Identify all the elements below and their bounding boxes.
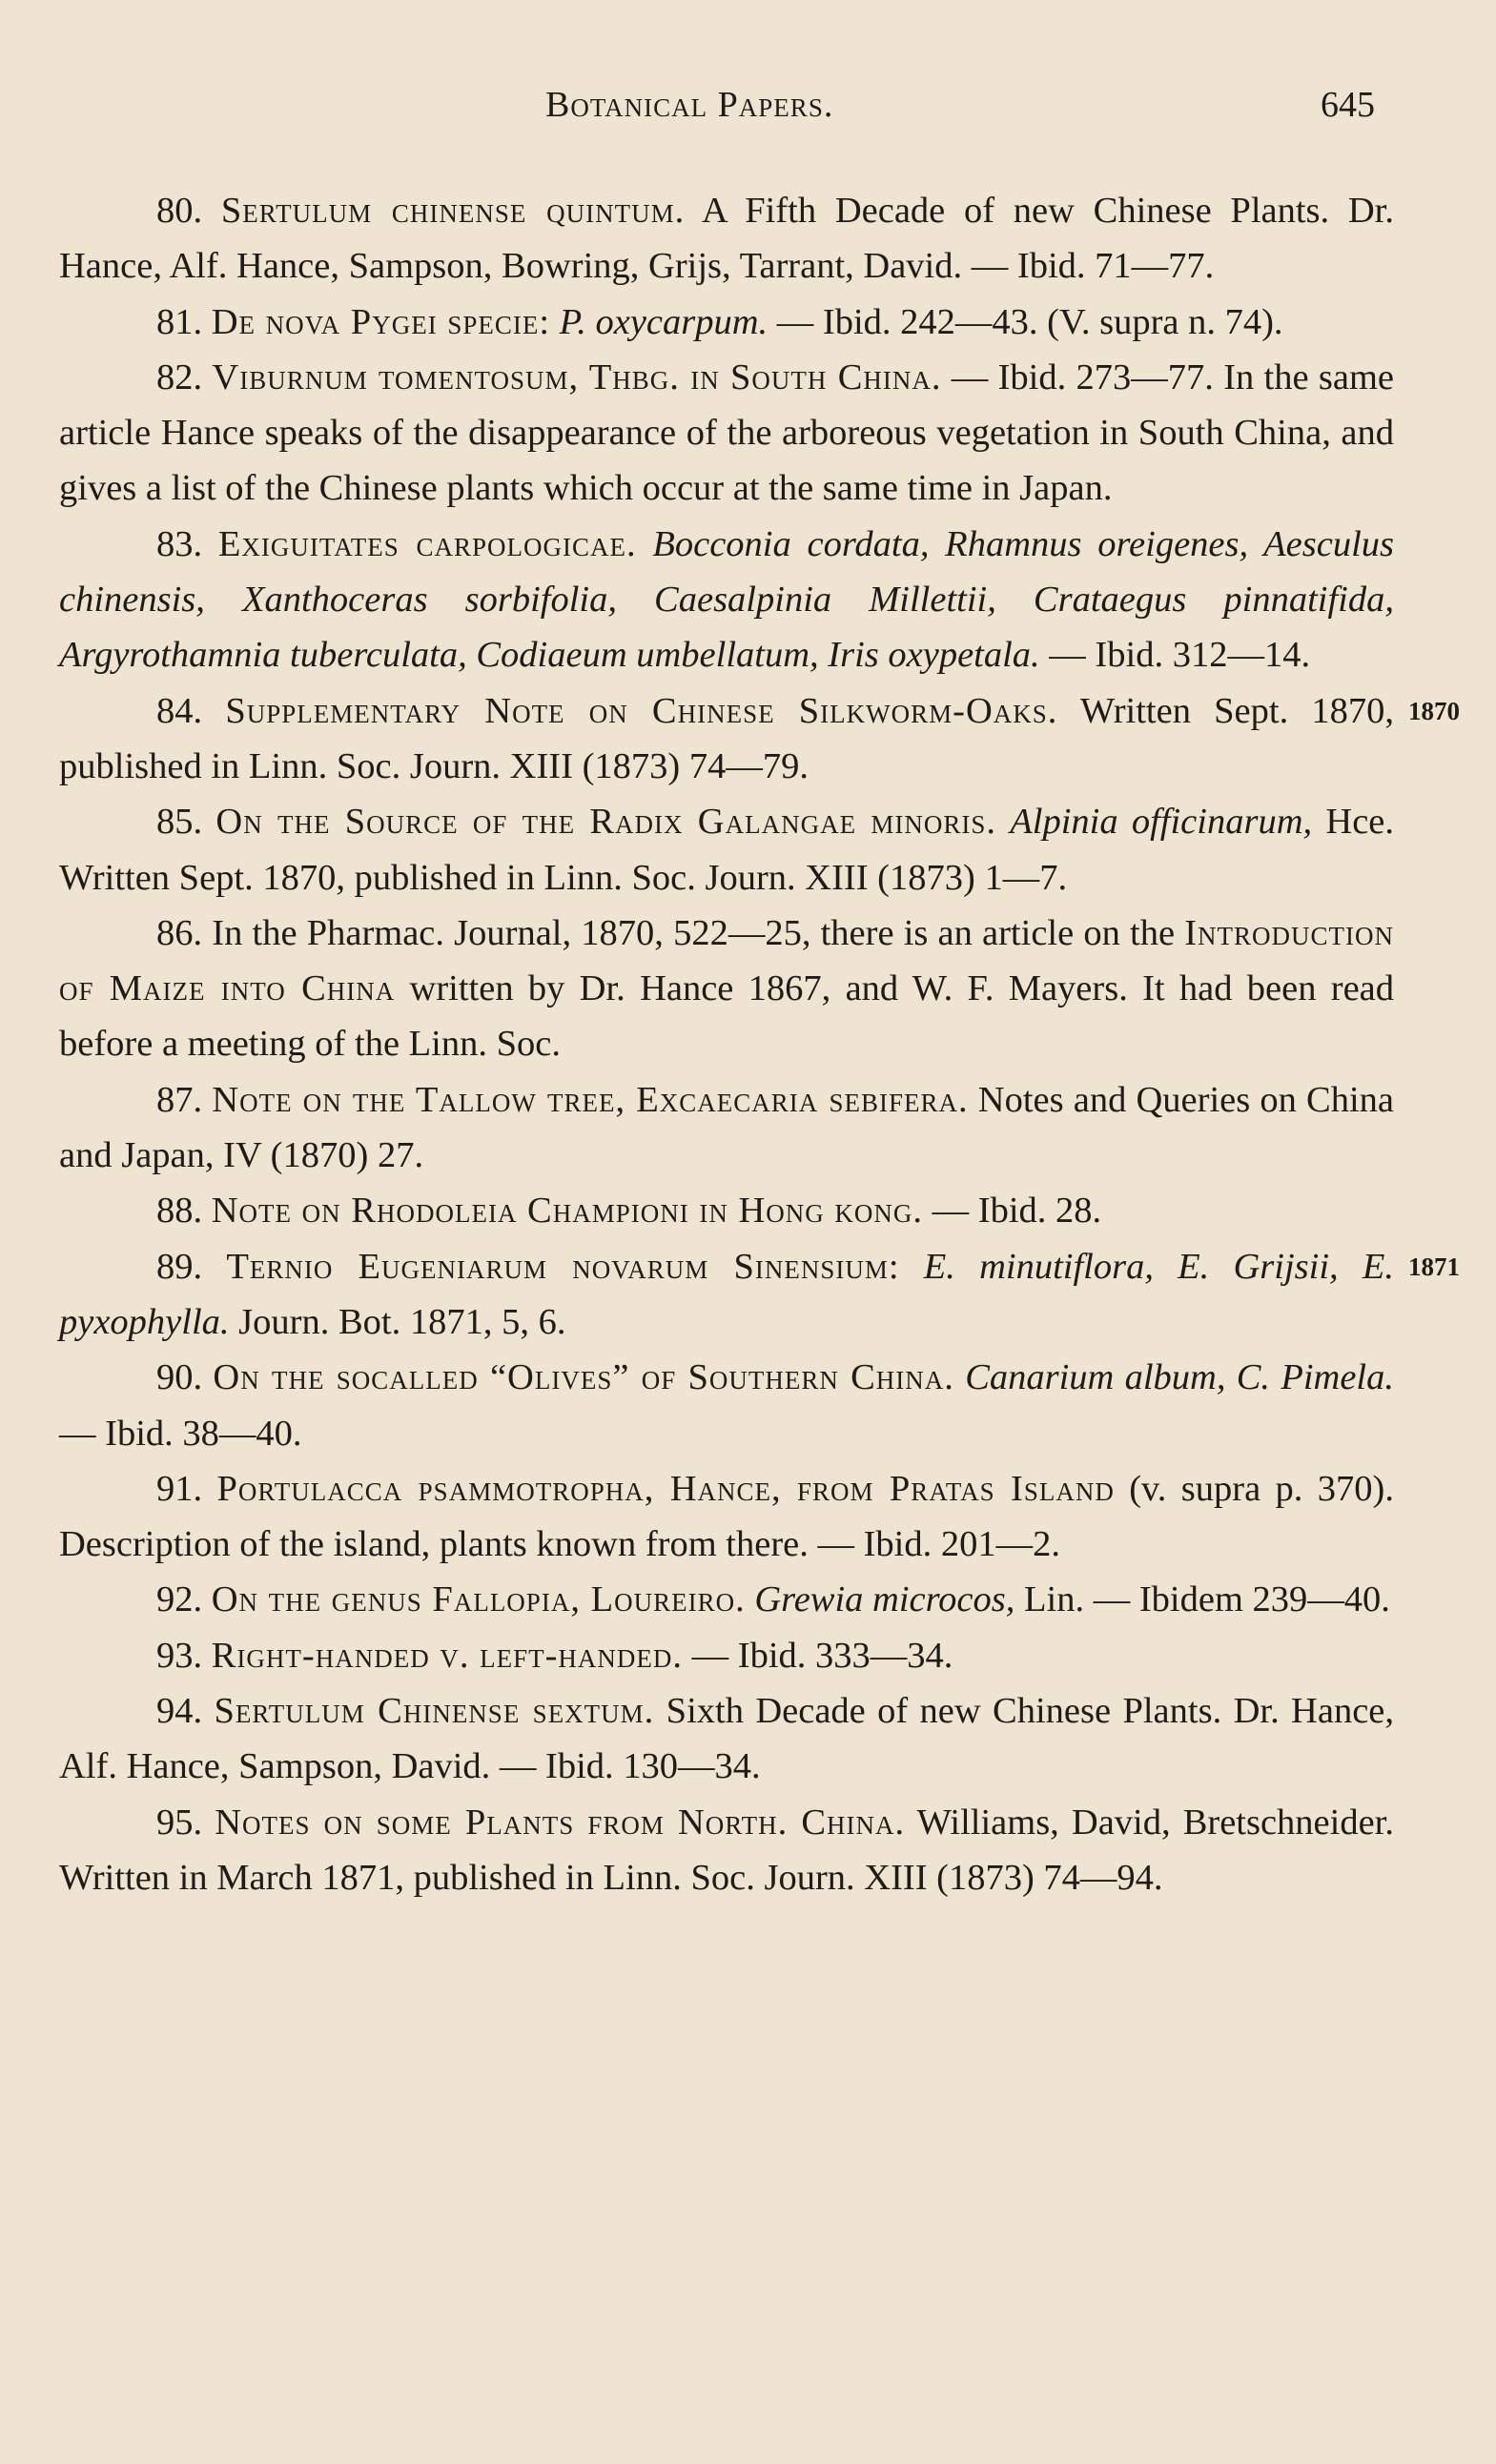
species-name: Canarium album, C. Pimela. xyxy=(965,1357,1394,1398)
entry-80 xyxy=(59,183,1394,295)
entry-title: Note on the Tallow tree, Excaecaria sebifera. xyxy=(212,1079,969,1120)
margin-year-note: 1871 xyxy=(1408,1252,1460,1281)
entry-text: Journ. Bot. 1871, 5, 6. xyxy=(229,1301,566,1342)
entry-text: Written Sept. 1870, published in Linn. Soc. Journ. XIII (1873) 74—79. xyxy=(59,690,1395,786)
entry-81 xyxy=(59,295,1394,350)
entry-86 xyxy=(59,906,1394,1072)
entry-88 xyxy=(59,1183,1394,1238)
entry-number: 82. xyxy=(156,356,203,397)
entry-text: — Ibid. 312—14. xyxy=(1039,635,1311,676)
entry-text: — Ibid. 333—34. xyxy=(683,1635,953,1676)
entry-text: written by Dr. Hance 1867, and W. F. Mayers. It had been read before a meeting of the Linn. Soc. xyxy=(59,968,1394,1065)
entry-number: 91. xyxy=(156,1468,203,1509)
entry-number: 93. xyxy=(156,1635,203,1676)
entry-title: On the socalled “Olives” of Southern China. xyxy=(213,1357,954,1398)
species-name: Bocconia cordata, Rhamnus oreigenes, Aesculus chinensis, Xanthoceras sorbifolia, Caesalpinia Millettii, Crataegus pinnatifida, Argyrothamnia tuberculata, Codiaeum umbellatum, Iris oxypetala. xyxy=(59,523,1394,676)
page-header xyxy=(0,84,1496,141)
entry-94 xyxy=(59,1683,1394,1795)
entry-91 xyxy=(59,1461,1394,1573)
entry-title: Note on Rhodoleia Championi in Hong kong. xyxy=(211,1191,924,1232)
entry-text: A Fifth Decade of new Chinese Plants. Dr. Hance, Alf. Hance, Sampson, Bowring, Grijs, Tarrant, David. — Ibid. 71—77. xyxy=(59,191,1395,287)
entry-title: Sertulum Chinense sextum. xyxy=(214,1691,655,1732)
entry-93 xyxy=(59,1628,1394,1683)
entry-text: (v. supra p. 370). Description of the island, plants known from there. — Ibid. 201—2. xyxy=(59,1468,1394,1565)
entry-number: 95. xyxy=(156,1802,203,1843)
entry-title: On the Source of the Radix Galangae minoris. xyxy=(215,802,996,843)
species-name: E. minutiflora, E. Grijsii, E. pyxophylla. xyxy=(59,1246,1395,1342)
entry-number: 90. xyxy=(156,1357,203,1398)
entry-number: 83. xyxy=(156,523,203,564)
entry-title: On the genus Fallopia, Loureiro. xyxy=(211,1579,746,1620)
entry-text: Williams, David, Bretschneider. Written in March 1871, published in Linn. Soc. Journ. XIII (1873) 74—94. xyxy=(59,1802,1395,1898)
entry-text: — Ibid. 273—77. In the same article Hance speaks of the disappearance of the arboreous vegetation in South China, and gives a list of the Chinese plants which occur at the same time in Japan. xyxy=(59,356,1394,509)
entry-text: Sixth Decade of new Chinese Plants. Dr. Hance, Alf. Hance, Sampson, David. — Ibid. 130—34. xyxy=(59,1691,1394,1787)
entry-title: Notes on some Plants from North. China. xyxy=(215,1802,906,1843)
entry-90 xyxy=(59,1350,1394,1461)
running-title: Botanical Papers. xyxy=(545,85,834,125)
entry-text: Lin. — Ibidem 239—40. xyxy=(1014,1579,1390,1620)
entry-95 xyxy=(59,1795,1394,1906)
entry-title: Exiguitates carpologicae. xyxy=(217,523,637,564)
entry-89 xyxy=(59,1239,1460,1351)
species-name: P. oxycarpum. xyxy=(559,301,768,342)
entry-lead-text: In the Pharmac. Journal, 1870, 522—25, there is an article on the xyxy=(212,912,1185,953)
entry-number: 92. xyxy=(156,1579,203,1620)
species-name: Grewia microcos, xyxy=(754,1579,1015,1620)
entry-text: Notes and Queries on China and Japan, IV (1870) 27. xyxy=(59,1079,1395,1176)
entry-text: — Ibid. 38—40. xyxy=(59,1413,302,1454)
entry-82 xyxy=(59,350,1394,517)
entry-number: 87. xyxy=(156,1079,203,1120)
entry-title: Sertulum chinense quintum. xyxy=(220,191,686,231)
entry-92 xyxy=(59,1572,1394,1627)
entry-title: Introduction of Maize into China xyxy=(59,912,1394,1009)
entry-title: Viburnum tomentosum, Thbg. in South China. xyxy=(212,356,942,397)
entry-title: Supplementary Note on Chinese Silkworm-Oaks. xyxy=(225,690,1058,731)
entry-title: Right-handed v. left-handed. xyxy=(211,1635,684,1676)
entry-number: 80. xyxy=(156,191,203,231)
entry-number: 85. xyxy=(156,802,203,843)
margin-year-note: 1870 xyxy=(1408,696,1460,725)
page-number: 645 xyxy=(1321,85,1375,125)
entry-85 xyxy=(59,794,1394,906)
entry-84 xyxy=(59,683,1460,795)
entry-title: Ternio Eugeniarum novarum Sinensium: xyxy=(226,1246,900,1287)
entry-text: — Ibid. 28. xyxy=(923,1191,1102,1232)
entry-number: 86. xyxy=(156,912,203,953)
entry-text: — Ibid. 242—43. (V. supra n. 74). xyxy=(768,301,1283,342)
entry-83 xyxy=(59,517,1394,683)
species-name: Alpinia officinarum, xyxy=(1010,802,1313,843)
entry-title: Portulacca psammotropha, Hance, from Pratas Island xyxy=(216,1468,1115,1509)
entry-number: 89. xyxy=(156,1246,203,1287)
entry-87 xyxy=(59,1072,1394,1184)
entry-number: 88. xyxy=(156,1191,203,1232)
entry-number: 81. xyxy=(156,301,203,342)
entry-text: Hce. Written Sept. 1870, published in Linn. Soc. Journ. XIII (1873) 1—7. xyxy=(59,802,1395,898)
entry-number: 94. xyxy=(156,1691,203,1732)
entry-title: De nova Pygei specie: xyxy=(211,301,551,342)
bibliography-list xyxy=(59,183,1460,1905)
entry-number: 84. xyxy=(156,690,203,731)
